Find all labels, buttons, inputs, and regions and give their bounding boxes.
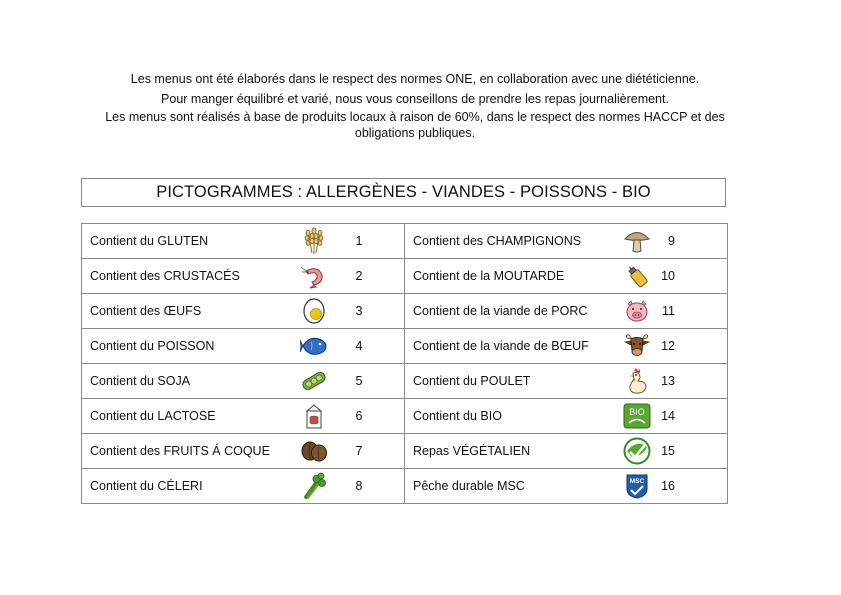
legend-label: Contient du BIO [413, 409, 502, 423]
legend-label: Contient du SOJA [90, 374, 191, 388]
pig-icon [623, 297, 651, 325]
legend-number: 3 [355, 304, 363, 318]
celery-icon [300, 472, 328, 500]
legend-peche-durable-msc [405, 469, 727, 503]
legend-label: Contient des CRUSTACÉS [90, 269, 240, 283]
legend-fruits-a-coque [82, 434, 404, 468]
legend-bio [405, 399, 727, 433]
legend-soja [82, 364, 404, 398]
legend-label: Contient des ŒUFS [90, 304, 202, 318]
legend-number: 5 [355, 374, 363, 388]
legend-number: 10 [661, 269, 675, 283]
legend-moutarde [405, 259, 727, 293]
intro-text [80, 69, 750, 141]
legend-label: Contient du POISSON [90, 339, 215, 353]
cow-icon [623, 332, 651, 360]
legend-boeuf [405, 329, 727, 363]
table-row [82, 294, 728, 329]
fish-icon [300, 332, 328, 360]
chicken-icon [623, 367, 651, 395]
legend-number: 12 [661, 339, 675, 353]
legend-number: 6 [355, 409, 363, 423]
legend-porc [405, 294, 727, 328]
legend-number: 4 [355, 339, 363, 353]
shrimp-icon [300, 262, 328, 290]
legend-poisson [82, 329, 404, 363]
legend-number: 2 [355, 269, 363, 283]
legend-label: Contient de la viande de BŒUF [413, 339, 589, 353]
legend-number: 1 [355, 234, 363, 248]
legend-number: 7 [355, 444, 363, 458]
table-row [82, 224, 728, 259]
legend-label: Repas VÉGÉTALIEN [413, 444, 531, 458]
legend-poulet [405, 364, 727, 398]
mushroom-icon [623, 227, 651, 255]
legend-number: 8 [355, 479, 363, 493]
intro-line-4: obligations publiques. [354, 126, 476, 140]
legend-gluten [82, 224, 404, 258]
table-row [82, 434, 728, 469]
legend-oeufs [82, 294, 404, 328]
legend-champignons [405, 224, 727, 258]
legend-label: Contient des CHAMPIGNONS [413, 234, 582, 248]
table-row [82, 364, 728, 399]
mustard-icon [623, 262, 651, 290]
msc-icon-label: MSC [629, 478, 645, 485]
intro-line-2: Pour manger équilibré et varié, nous vous conseillons de prendre les repas journalièrement. [161, 92, 669, 106]
table-row [82, 329, 728, 364]
table-row [82, 259, 728, 294]
legend-number: 16 [661, 479, 675, 493]
bio-icon-label: BIO [629, 407, 645, 417]
bio-icon [623, 402, 651, 430]
msc-icon [623, 472, 651, 500]
nuts-icon [300, 437, 328, 465]
milk-icon [300, 402, 328, 430]
legend-label: Contient de la viande de PORC [413, 304, 588, 318]
pictogram-title: PICTOGRAMMES : ALLERGÈNES - VIANDES - POISSONS - BIO [81, 178, 726, 207]
legend-number: 14 [661, 409, 675, 423]
legend-lactose [82, 399, 404, 433]
legend-label: Contient du CÉLERI [90, 479, 203, 493]
pictogram-table [81, 223, 728, 504]
intro-line-3: Les menus sont réalisés à base de produits locaux à raison de 60%, dans le respect des normes HACCP et des [105, 110, 725, 124]
legend-label: Contient de la MOUTARDE [413, 269, 565, 283]
legend-number: 9 [668, 234, 675, 248]
legend-label: Contient du GLUTEN [90, 234, 209, 248]
legend-label: Contient du LACTOSE [90, 409, 216, 423]
soy-icon [300, 367, 328, 395]
legend-number: 15 [661, 444, 675, 458]
legend-celeri [82, 469, 404, 503]
wheat-icon [300, 227, 328, 255]
intro-line-1: Les menus ont été élaborés dans le respect des normes ONE, en collaboration avec une diététicienne. [130, 72, 700, 86]
legend-number: 13 [661, 374, 675, 388]
table-row [82, 469, 728, 504]
vegan-icon [623, 437, 651, 465]
table-row [82, 399, 728, 434]
legend-label: Contient du POULET [413, 374, 531, 388]
egg-icon [300, 297, 328, 325]
legend-number: 11 [662, 304, 675, 318]
legend-crustaces [82, 259, 404, 293]
legend-label: Contient des FRUITS Á COQUE [90, 444, 270, 458]
legend-vegetalien [405, 434, 727, 468]
legend-label: Pêche durable MSC [413, 479, 525, 493]
